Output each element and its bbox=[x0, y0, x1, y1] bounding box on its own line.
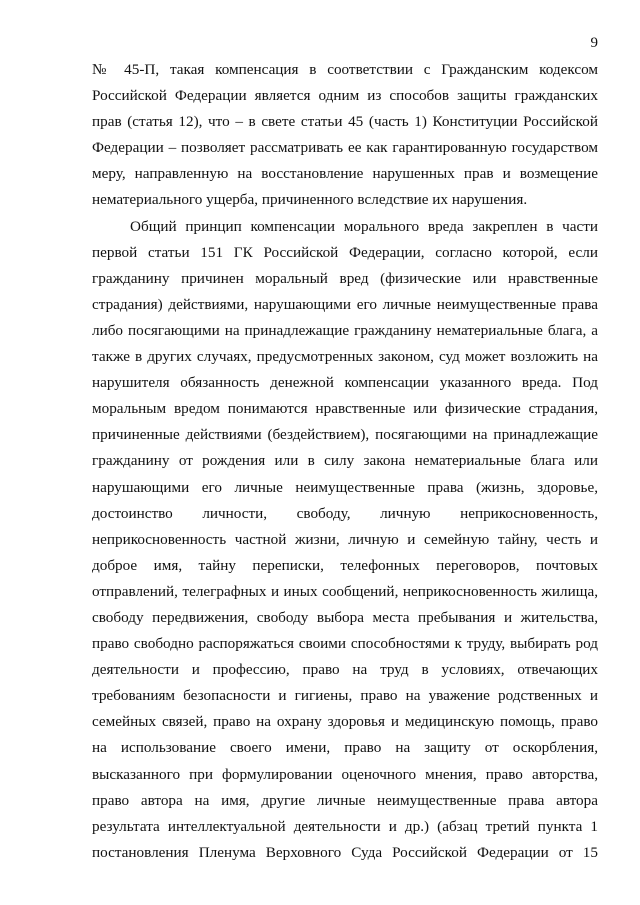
text-line: моральным вредом понимаются нравственные или физические страдания, bbox=[92, 400, 598, 418]
text-line: нарушителя обязанность денежной компенсации указанного вреда. Под bbox=[92, 374, 598, 392]
text-line: деятельности и профессию, право на труд в условиях, отвечающих bbox=[92, 661, 598, 679]
text-line: прав (статья 12), что – в свете статьи 45 (часть 1) Конституции Российской bbox=[92, 113, 598, 131]
text-line: высказанного при формулировании оценочного мнения, право авторства, bbox=[92, 765, 598, 783]
text-line: право свободно распоряжаться своими способностями к труду, выбирать род bbox=[92, 635, 598, 653]
text-line: на использование своего имени, право на защиту от оскорбления, bbox=[92, 739, 598, 757]
text-line: Российской Федерации является одним из способов защиты гражданских bbox=[92, 87, 598, 105]
text-line: достоинство личности, свободу, личную неприкосновенность, bbox=[92, 504, 598, 522]
text-line: неприкосновенность частной жизни, личную и семейную тайну, честь и bbox=[92, 530, 598, 548]
text-line: гражданину причинен моральный вред (физические или нравственные bbox=[92, 269, 598, 287]
text-line: причиненные действиями (бездействием), посягающими на принадлежащие bbox=[92, 426, 598, 444]
text-line: право автора на имя, другие личные неимущественные права автора bbox=[92, 791, 598, 809]
text-line: Федерации – позволяет рассматривать ее как гарантированную государством bbox=[92, 139, 598, 157]
text-line: меру, направленную на восстановление нарушенных прав и возмещение bbox=[92, 165, 598, 183]
text-line: доброе имя, тайну переписки, телефонных переговоров, почтовых bbox=[92, 556, 598, 574]
text-line: результата интеллектуальной деятельности и др.) (абзац третий пункта 1 bbox=[92, 817, 598, 835]
text-line: нарушающими его личные неимущественные права (жизнь, здоровье, bbox=[92, 478, 598, 496]
page-number: 9 bbox=[590, 35, 598, 51]
body-text bbox=[92, 57, 598, 866]
text-line: требованиям безопасности и гигиены, право на уважение родственных и bbox=[92, 687, 598, 705]
text-line: постановления Пленума Верховного Суда Российской Федерации от 15 bbox=[92, 843, 598, 861]
text-line: также в других случаях, предусмотренных законом, суд может возложить на bbox=[92, 348, 598, 366]
text-line: № 45-П, такая компенсация в соответствии с Гражданским кодексом bbox=[92, 61, 598, 78]
text-line: первой статьи 151 ГК Российской Федерации, согласно которой, если bbox=[92, 243, 598, 261]
text-line: нематериального ущерба, причиненного вследствие их нарушения. bbox=[92, 191, 528, 209]
text-line: либо посягающими на принадлежащие гражданину нематериальные блага, а bbox=[92, 321, 598, 339]
text-line: страдания) действиями, нарушающими его личные неимущественные права bbox=[92, 295, 598, 313]
text-line: отправлений, телеграфных и иных сообщений, неприкосновенность жилища, bbox=[92, 582, 598, 600]
text-line: свободу передвижения, свободу выбора места пребывания и жительства, bbox=[92, 608, 598, 626]
text-line: семейных связей, право на охрану здоровья и медицинскую помощь, право bbox=[92, 713, 598, 731]
text-line: Общий принцип компенсации морального вреда закреплен в части bbox=[130, 217, 598, 235]
text-line: гражданину от рождения или в силу закона нематериальные блага или bbox=[92, 452, 598, 470]
